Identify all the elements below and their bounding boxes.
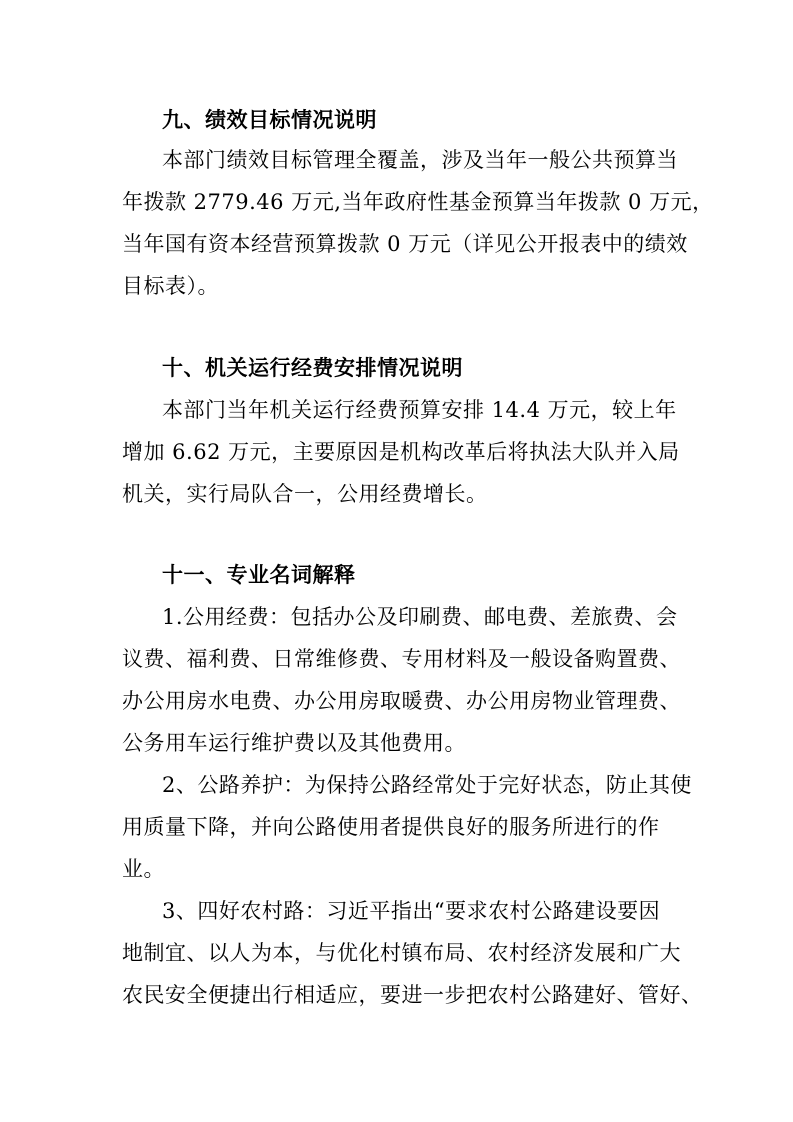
section-11-line-1: 1.公用经费：包括办公及印刷费、邮电费、差旅费、会 bbox=[162, 605, 678, 629]
section-11-line-5: 2、公路养护：为保持公路经常处于完好状态，防止其使 bbox=[162, 773, 692, 797]
section-11-line-10: 农民安全便捷出行相适应，要进一步把农村公路建好、管好、 bbox=[122, 983, 703, 1007]
section-11-line-6: 用质量下降，并向公路使用者提供良好的服务所进行的作 bbox=[122, 815, 660, 839]
section-10-line-3: 机关，实行局队合一，公用经费增长。 bbox=[122, 482, 488, 506]
section-11-line-9: 地制宜、以人为本，与优化村镇布局、农村经济发展和广大 bbox=[122, 941, 681, 965]
section-11-line-4: 公务用车运行维护费以及其他费用。 bbox=[122, 731, 466, 755]
section-9-line-4: 目标表）。 bbox=[122, 274, 219, 298]
section-10-line-2: 增加 6.62 万元，主要原因是机构改革后将执法大队并入局 bbox=[122, 440, 680, 464]
section-11-line-3: 办公用房水电费、办公用房取暖费、办公用房物业管理费、 bbox=[122, 689, 681, 713]
section-9-line-2: 年拨款 2779.46 万元,当年政府性基金预算当年拨款 0 万元， bbox=[122, 190, 714, 214]
section-9-heading: 九、绩效目标情况说明 bbox=[162, 108, 377, 132]
section-10-line-1: 本部门当年机关运行经费预算安排 14.4 万元，较上年 bbox=[162, 398, 677, 422]
section-11-heading: 十一、专业名词解释 bbox=[162, 563, 356, 587]
section-11-line-7: 业。 bbox=[122, 857, 165, 881]
section-9-line-1: 本部门绩效目标管理全覆盖，涉及当年一般公共预算当 bbox=[162, 148, 678, 172]
section-11-line-8: 3、四好农村路：习近平指出“要求农村公路建设要因 bbox=[162, 899, 661, 923]
section-10-heading: 十、机关运行经费安排情况说明 bbox=[162, 356, 463, 380]
section-9-line-3: 当年国有资本经营预算拨款 0 万元（详见公开报表中的绩效 bbox=[122, 232, 688, 256]
section-11-line-2: 议费、福利费、日常维修费、专用材料及一般设备购置费、 bbox=[122, 647, 681, 671]
